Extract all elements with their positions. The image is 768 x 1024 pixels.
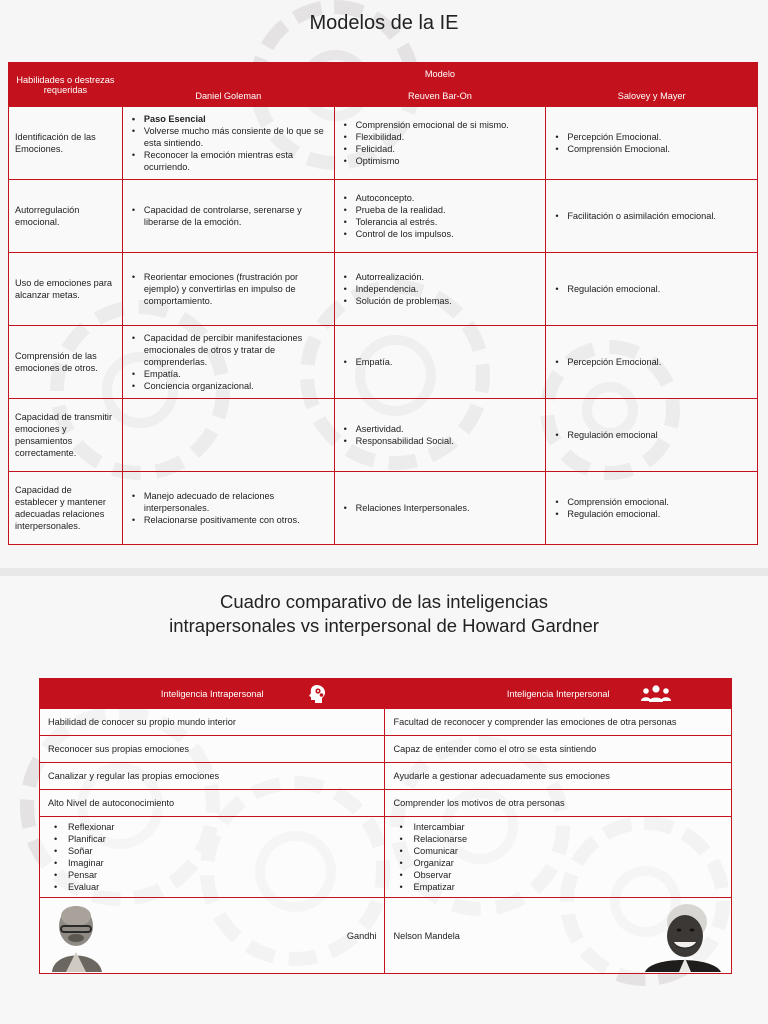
table-row xyxy=(40,736,732,763)
skill-cell: Capacidad de establecer y mantener adecuadas relaciones interpersonales. xyxy=(9,472,123,545)
slide2-title-line2: intrapersonales vs interpersonal de Howard Gardner xyxy=(169,615,599,636)
list-item: • Independencia. xyxy=(356,283,540,295)
skill-cell: Comprensión de las emociones de otros. xyxy=(9,326,123,399)
list-item: • Pensar xyxy=(68,869,376,881)
salovey-cell xyxy=(546,253,758,326)
intrapersonal-header-label: Inteligencia Intrapersonal xyxy=(160,688,264,699)
ie-models-table xyxy=(8,62,758,545)
mandela-cell xyxy=(385,898,732,974)
model-header-goleman: Daniel Goleman xyxy=(122,85,334,107)
list-item: • Reconocer la emoción mientras esta ocurriendo. xyxy=(144,149,328,173)
gandhi-cell xyxy=(40,898,385,974)
skill-cell: Identificación de las Emociones. xyxy=(9,107,123,180)
table-row xyxy=(40,790,732,817)
list-item: • Planificar xyxy=(68,833,376,845)
inter-cell: Comprender los motivos de otra personas xyxy=(385,790,732,817)
list-item: • Percepción Emocional. xyxy=(567,131,751,143)
baron-cell xyxy=(334,253,546,326)
list-item: • Relaciones Interpersonales. xyxy=(356,502,540,514)
table-row xyxy=(9,326,758,399)
head-gears-icon xyxy=(308,684,328,704)
list-item: • Solución de problemas. xyxy=(356,295,540,307)
inter-cell: Facultad de reconocer y comprender las emociones de otra personas xyxy=(385,709,732,736)
list-item: • Optimismo xyxy=(356,155,540,167)
gardner-table xyxy=(39,678,732,974)
list-item: • Comprensión emocional de si mismo. xyxy=(356,119,540,131)
list-item: • Manejo adecuado de relaciones interpersonales. xyxy=(144,490,328,514)
list-item: • Asertividad. xyxy=(356,423,540,435)
goleman-cell xyxy=(122,399,334,472)
model-header-salovey: Salovey y Mayer xyxy=(546,85,758,107)
slide-gardner-comparison xyxy=(0,576,768,1024)
skill-cell: Capacidad de transmitir emociones y pensamientos correctamente. xyxy=(9,399,123,472)
intrapersonal-header xyxy=(40,679,385,709)
list-item: • Evaluar xyxy=(68,881,376,893)
list-item: • Capacidad de percibir manifestaciones emocionales de otros y tratar de comprenderlas. xyxy=(144,332,328,368)
list-item: • Comprensión Emocional. xyxy=(567,143,751,155)
intra-cell: Habilidad de conocer su propio mundo interior xyxy=(40,709,385,736)
salovey-cell xyxy=(546,472,758,545)
table-row xyxy=(40,709,732,736)
skill-cell: Autorregulación emocional. xyxy=(9,180,123,253)
list-item: • Soñar xyxy=(68,845,376,857)
table-row xyxy=(9,472,758,545)
table-row xyxy=(9,399,758,472)
slide2-title xyxy=(0,590,768,638)
gandhi-label: Gandhi xyxy=(346,930,377,941)
list-item: • Regulación emocional. xyxy=(567,283,751,295)
slide2-title-line1: Cuadro comparativo de las inteligencias xyxy=(219,591,549,612)
slide1-title: Modelos de la IE xyxy=(309,12,459,34)
model-header-baron: Reuven Bar-On xyxy=(334,85,546,107)
list-item: • Empatizar xyxy=(413,881,723,893)
table-row xyxy=(9,180,758,253)
corner-header: Habilidades o destrezas requeridas xyxy=(9,63,123,107)
inter-cell: Ayudarle a gestionar adecuadamente sus emociones xyxy=(385,763,732,790)
table-row xyxy=(40,898,732,974)
people-group-icon xyxy=(639,684,673,704)
list-item: • Reorientar emociones (frustración por ejemplo) y convertirlas en impulso de comportamiento. xyxy=(144,271,328,307)
goleman-cell xyxy=(122,253,334,326)
table-row xyxy=(40,817,732,898)
list-item: • Flexibilidad. xyxy=(356,131,540,143)
baron-cell xyxy=(334,399,546,472)
skill-cell: Uso de emociones para alcanzar metas. xyxy=(9,253,123,326)
list-item: • Autoconcepto. xyxy=(356,192,540,204)
salovey-cell xyxy=(546,107,758,180)
baron-cell xyxy=(334,180,546,253)
list-item: • Relacionarse positivamente con otros. xyxy=(144,514,328,526)
list-item: • Empatía. xyxy=(144,368,328,380)
table-row xyxy=(9,253,758,326)
list-item: • Empatía. xyxy=(356,356,540,368)
list-item: • Regulación emocional. xyxy=(567,508,751,520)
list-item: • Reflexionar xyxy=(68,821,376,833)
list-item: • Observar xyxy=(413,869,723,881)
list-item: • Felicidad. xyxy=(356,143,540,155)
mandela-portrait xyxy=(641,900,723,972)
goleman-cell xyxy=(122,107,334,180)
list-item: • Relacionarse xyxy=(413,833,723,845)
list-item: • Prueba de la realidad. xyxy=(356,204,540,216)
goleman-cell xyxy=(122,472,334,545)
intra-cell: Alto Nivel de autoconocimiento xyxy=(40,790,385,817)
table-row xyxy=(40,763,732,790)
list-item: • Comprensión emocional. xyxy=(567,496,751,508)
list-item: • Comunicar xyxy=(413,845,723,857)
slide-divider xyxy=(0,568,768,576)
goleman-cell xyxy=(122,180,334,253)
interpersonal-header-label: Inteligencia Interpersonal xyxy=(506,688,610,699)
list-item: • Facilitación o asimilación emocional. xyxy=(567,210,751,222)
list-item: • Intercambiar xyxy=(413,821,723,833)
list-item: • Paso Esencial xyxy=(144,113,328,125)
mandela-label: Nelson Mandela xyxy=(393,930,460,941)
salovey-cell xyxy=(546,180,758,253)
list-item: • Imaginar xyxy=(68,857,376,869)
salovey-cell xyxy=(546,399,758,472)
list-item: • Volverse mucho más consiente de lo que se esta sintiendo. xyxy=(144,125,328,149)
goleman-cell xyxy=(122,326,334,399)
list-item: • Organizar xyxy=(413,857,723,869)
list-item: • Percepción Emocional. xyxy=(567,356,751,368)
intra-list-cell xyxy=(40,817,385,898)
intra-cell: Canalizar y regular las propias emociones xyxy=(40,763,385,790)
group-header: Modelo xyxy=(122,63,757,85)
list-item: • Capacidad de controlarse, serenarse y liberarse de la emoción. xyxy=(144,204,328,228)
table-row xyxy=(9,107,758,180)
list-item: • Control de los impulsos. xyxy=(356,228,540,240)
list-item: • Tolerancia al estrés. xyxy=(356,216,540,228)
interpersonal-header xyxy=(385,679,732,709)
baron-cell xyxy=(334,326,546,399)
inter-cell: Capaz de entender como el otro se esta sintiendo xyxy=(385,736,732,763)
list-item: • Conciencia organizacional. xyxy=(144,380,328,392)
list-item: • Regulación emocional xyxy=(567,429,751,441)
baron-cell xyxy=(334,107,546,180)
gandhi-portrait xyxy=(46,900,108,972)
salovey-cell xyxy=(546,326,758,399)
intra-cell: Reconocer sus propias emociones xyxy=(40,736,385,763)
list-item: • Autorrealización. xyxy=(356,271,540,283)
inter-list-cell xyxy=(385,817,732,898)
baron-cell xyxy=(334,472,546,545)
list-item: • Responsabilidad Social. xyxy=(356,435,540,447)
